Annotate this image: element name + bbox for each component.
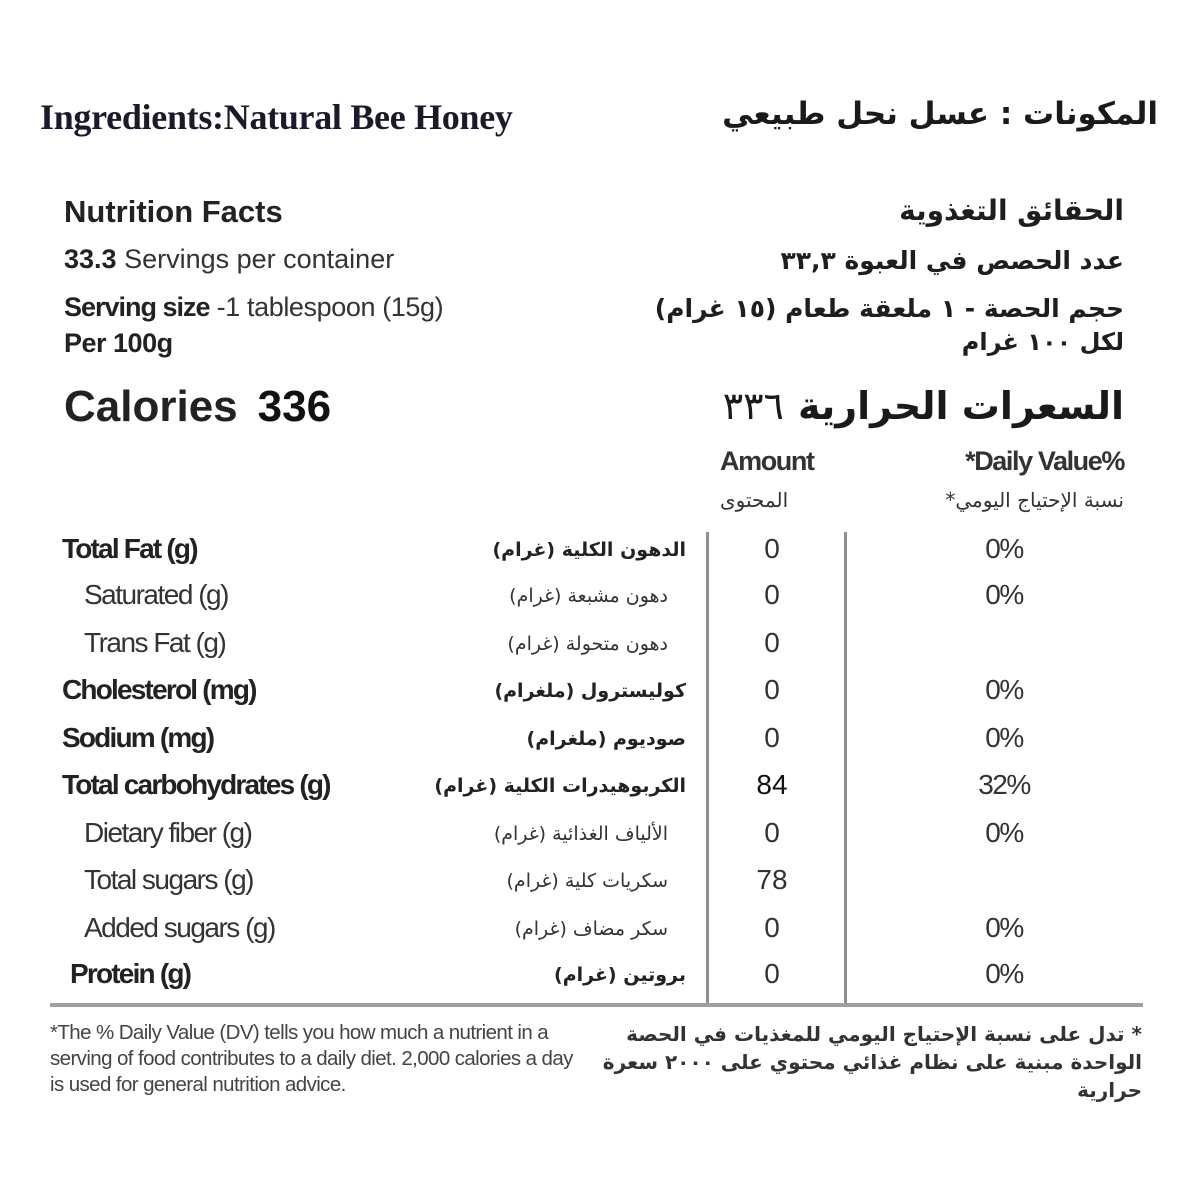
nutrient-name-arabic: سكر مضاف (غرام) bbox=[514, 918, 668, 940]
nutrient-amount: 84 bbox=[756, 769, 788, 800]
calories bbox=[64, 382, 331, 432]
nutrient-name: Saturated (g) bbox=[84, 579, 228, 610]
nutrient-name: Total carbohydrates (g) bbox=[62, 769, 330, 800]
nutrient-name-arabic: بروتين (غرام) bbox=[554, 964, 686, 986]
serving-size-value: -1 tablespoon (15g) bbox=[209, 292, 444, 322]
nutrient-daily-value: 0% bbox=[985, 533, 1023, 564]
nutrient-row-protein bbox=[0, 958, 1200, 998]
column-header-amount: Amount bbox=[720, 446, 814, 476]
nutrient-amount: 0 bbox=[764, 579, 780, 610]
nutrient-daily-value: 0% bbox=[985, 579, 1023, 610]
footnote-arabic: * تدل على نسبة الإحتياج اليومي للمغذيات في الحصة الواحدة مبنية على نظام غذائي محتوي على ٢٠٠٠ سعرة حرارية bbox=[602, 1022, 1142, 1102]
serving-size-label: Serving size bbox=[64, 292, 210, 322]
nutrient-amount: 0 bbox=[764, 722, 780, 753]
nutrient-name: Sodium (mg) bbox=[62, 722, 214, 753]
per-100g-arabic: لكل ١٠٠ غرام bbox=[961, 328, 1124, 356]
nutrient-daily-value: 0% bbox=[985, 674, 1023, 705]
nutrient-name-arabic: سكريات كلية (غرام) bbox=[506, 870, 668, 892]
nutrient-name-arabic: كوليسترول (ملغرام) bbox=[494, 680, 686, 702]
nutrient-name-arabic: الكربوهيدرات الكلية (غرام) bbox=[434, 775, 686, 797]
nutrient-row-total-carbohydrates bbox=[0, 769, 1200, 809]
nutrient-name: Dietary fiber (g) bbox=[84, 817, 252, 848]
nutrient-name-arabic: صوديوم (ملغرام) bbox=[526, 728, 686, 750]
nutrient-daily-value: 0% bbox=[985, 958, 1023, 989]
per-100g: Per 100g bbox=[64, 328, 173, 358]
nutrient-row-total-fat bbox=[0, 533, 1200, 573]
serving-size-arabic: حجم الحصة - ١ ملعقة طعام (١٥ غرام) bbox=[654, 294, 1124, 323]
nutrient-row-dietary-fiber bbox=[0, 817, 1200, 857]
nutrient-daily-value: 32% bbox=[978, 769, 1030, 800]
nutrient-name: Cholesterol (mg) bbox=[62, 674, 256, 705]
column-header-daily-value: *Daily Value% bbox=[965, 446, 1124, 476]
nutrition-facts-title-arabic: الحقائق التغذوية bbox=[899, 194, 1124, 227]
nutrient-name-arabic: الدهون الكلية (غرام) bbox=[492, 539, 686, 561]
nutrient-daily-value: 0% bbox=[985, 722, 1023, 753]
nutrient-daily-value: 0% bbox=[985, 912, 1023, 943]
calories-value-arabic: ٣٣٦ bbox=[722, 384, 784, 428]
nutrient-name: Added sugars (g) bbox=[84, 912, 275, 943]
servings-per-container bbox=[64, 244, 394, 275]
calories-label-arabic: السعرات الحرارية bbox=[797, 384, 1124, 428]
nutrient-name-arabic: الألياف الغذائية (غرام) bbox=[493, 823, 668, 845]
nutrient-row-added-sugars bbox=[0, 912, 1200, 952]
nutrient-amount: 0 bbox=[764, 674, 780, 705]
nutrient-amount: 78 bbox=[756, 864, 788, 895]
column-header-amount-arabic: المحتوى bbox=[720, 488, 789, 512]
servings-text: Servings per container bbox=[116, 244, 395, 274]
nutrient-amount: 0 bbox=[764, 912, 780, 943]
nutrient-name: Total sugars (g) bbox=[84, 864, 253, 895]
nutrient-row-cholesterol bbox=[0, 674, 1200, 714]
nutrient-daily-value: 0% bbox=[985, 817, 1023, 848]
nutrient-row-trans-fat bbox=[0, 627, 1200, 667]
nutrient-name-arabic: دهون متحولة (غرام) bbox=[507, 633, 668, 655]
ingredients-english: Ingredients:Natural Bee Honey bbox=[40, 97, 513, 137]
servings-per-container-arabic: عدد الحصص في العبوة ٣٣,٣ bbox=[780, 246, 1124, 275]
footnote-divider bbox=[50, 1003, 1143, 1007]
column-header-daily-value-arabic: نسبة الإحتياج اليومي* bbox=[945, 488, 1124, 512]
nutrient-amount: 0 bbox=[764, 627, 780, 658]
nutrient-row-total-sugars bbox=[0, 864, 1200, 904]
calories-arabic bbox=[723, 384, 1124, 428]
servings-number: 33.3 bbox=[64, 244, 117, 274]
nutrient-amount: 0 bbox=[764, 958, 780, 989]
nutrition-facts-title: Nutrition Facts bbox=[64, 194, 283, 229]
nutrient-name-arabic: دهون مشبعة (غرام) bbox=[509, 585, 668, 607]
calories-value: 336 bbox=[257, 382, 332, 431]
nutrient-name: Trans Fat (g) bbox=[84, 627, 226, 658]
nutrient-row-sodium bbox=[0, 722, 1200, 762]
nutrient-amount: 0 bbox=[764, 817, 780, 848]
nutrient-name: Protein (g) bbox=[70, 958, 191, 989]
nutrient-row-saturated bbox=[0, 579, 1200, 619]
serving-size bbox=[64, 292, 443, 323]
ingredients-arabic: المكونات : عسل نحل طبيعي bbox=[722, 96, 1158, 132]
calories-label: Calories bbox=[64, 382, 238, 431]
nutrient-name: Total Fat (g) bbox=[62, 533, 197, 564]
footnote-english: *The % Daily Value (DV) tells you how much a nutrient in a serving of food contributes to a daily diet. 2,000 calories a day is used for general nutrition advice. bbox=[50, 1021, 573, 1096]
nutrient-amount: 0 bbox=[764, 533, 780, 564]
